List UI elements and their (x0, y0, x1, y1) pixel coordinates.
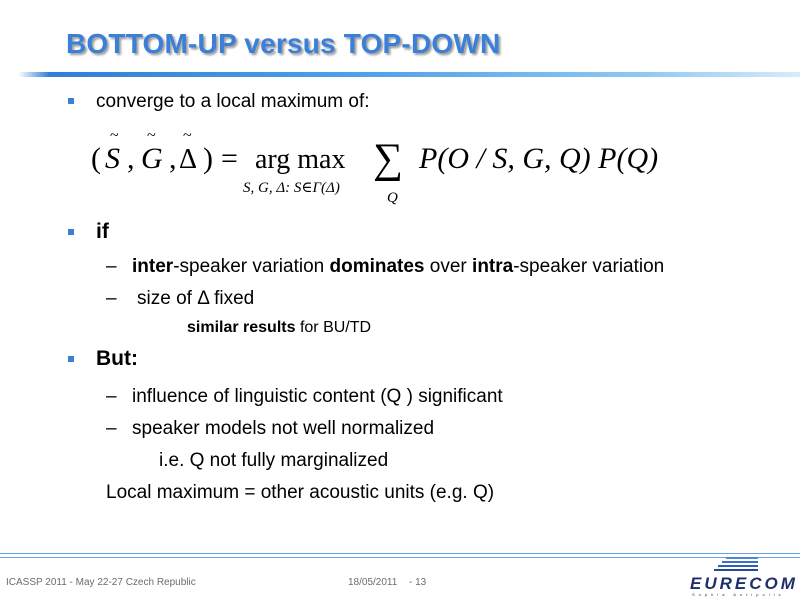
dash-marker: – (106, 256, 117, 277)
bullet-marker (68, 356, 74, 362)
argmax-formula (85, 118, 685, 213)
dash-marker: – (106, 288, 117, 309)
footer-rule-bottom (0, 557, 800, 558)
eurecom-logo (686, 557, 796, 597)
formula-tilde-g: ~ (147, 127, 156, 144)
dash-marker: – (106, 386, 117, 407)
bullet-marker (68, 98, 74, 104)
formula-lhs-open: ( (91, 142, 101, 175)
footer-conference: ICASSP 2011 - May 22-27 Czech Republic (6, 577, 196, 588)
svg-text:,: , (127, 142, 135, 175)
formula-sum-subscript: Q (387, 190, 398, 206)
footer-rule-top (0, 553, 800, 554)
bullet-marker (68, 229, 74, 235)
formula-tilde-delta: ~ (183, 127, 192, 144)
but-note: i.e. Q not fully marginalized (159, 450, 389, 471)
logo-wordmark: EURECOM (690, 574, 798, 593)
footer-page-number: - 13 (409, 577, 427, 588)
dash-marker: – (106, 418, 117, 439)
formula-tilde-s: ~ (110, 127, 119, 144)
formula-lhs-g: G (141, 142, 163, 175)
bullet-if: if (96, 220, 109, 243)
svg-text:,: , (169, 142, 177, 175)
formula-lhs-s: S (105, 142, 120, 175)
formula-rhs: P(O / S, G, Q) P(Q) (419, 142, 659, 175)
but-item-linguistic: influence of linguistic content (Q ) significant (132, 386, 503, 407)
title-underline (18, 72, 800, 77)
formula-sum: ∑ (373, 136, 403, 182)
logo-stripes-icon (686, 557, 796, 575)
logo-tagline: Sophia Antipolis (692, 592, 785, 597)
if-item-size: size of Δ fixed (137, 288, 255, 309)
formula-argmax-subscript: S, G, Δ: S∈Γ(Δ) (243, 180, 340, 196)
bullet-but: But: (96, 347, 138, 370)
slide-title: BOTTOM-UP versus TOP-DOWN (66, 28, 501, 59)
formula-lhs-delta: Δ (179, 144, 198, 175)
formula-lhs-close: ) (203, 142, 213, 175)
but-item-normalized: speaker models not well normalized (132, 418, 435, 439)
footer-date: 18/05/2011 (348, 577, 398, 588)
if-note: similar results for BU/TD (187, 319, 372, 336)
if-item-inter: inter-speaker variation dominates over intra-speaker variation (132, 256, 665, 277)
formula-equals: = (221, 142, 238, 175)
formula-argmax: arg max (255, 144, 346, 175)
local-maximum-note: Local maximum = other acoustic units (e.g. Q) (106, 482, 495, 503)
bullet-converge: converge to a local maximum of: (96, 91, 370, 112)
